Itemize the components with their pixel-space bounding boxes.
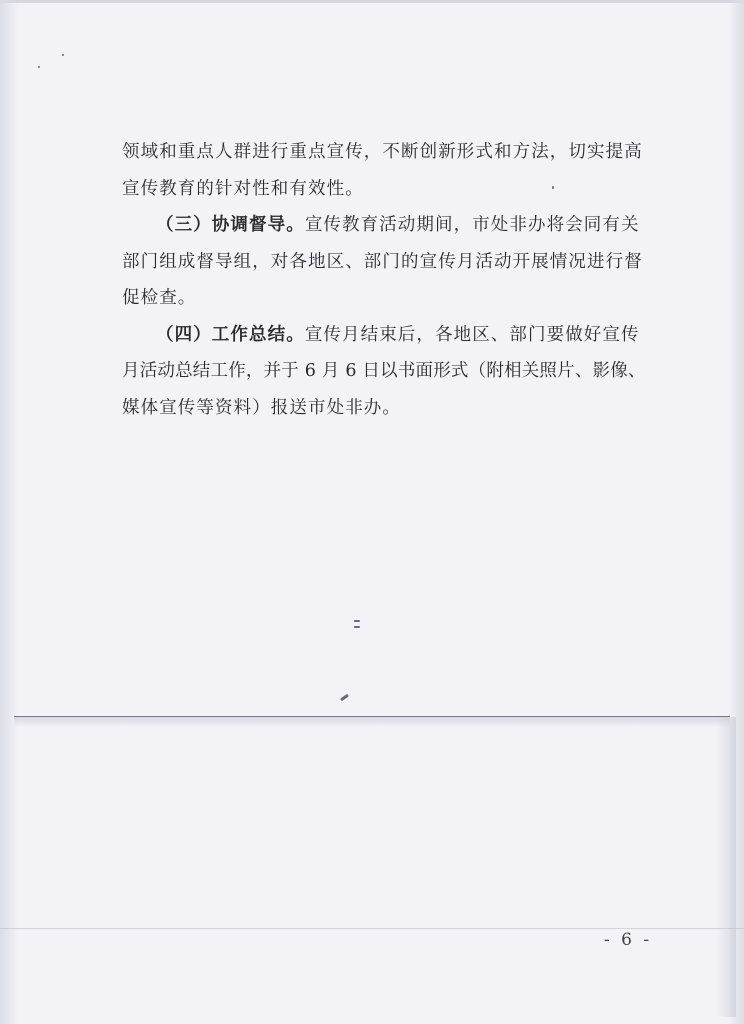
paragraph-2	[122, 207, 662, 317]
text-line: 部门组成督导组，对各地区、部门的宣传月活动开展情况进行督	[122, 251, 643, 272]
lower-sheet-edge	[716, 717, 736, 1017]
text-line: 宣传教育的针对性和有效性。	[122, 178, 364, 199]
scan-left-shadow	[0, 0, 18, 1024]
scan-speck	[62, 54, 64, 56]
text-line	[122, 317, 662, 354]
scan-speck	[354, 620, 360, 622]
text-line: 媒体宣传等资料）报送市处非办。	[122, 397, 401, 418]
document-body	[122, 134, 662, 426]
page-number: - 6 -	[604, 930, 653, 950]
text-line	[122, 207, 662, 244]
text-line: 领域和重点人群进行重点宣传，不断创新形式和方法，切实提高	[122, 142, 643, 162]
scan-bottom-band	[0, 928, 744, 929]
section-heading: （三）协调督导。	[156, 215, 305, 235]
text-line: 促检查。	[122, 288, 197, 308]
scan-speck	[38, 66, 40, 68]
scan-speck	[354, 626, 360, 628]
text-span: 宣传教育活动期间，市处非办将会同有关	[304, 215, 640, 235]
scan-top-edge	[0, 0, 744, 3]
paragraph-1	[122, 134, 662, 207]
text-span: 宣传月结束后，各地区、部门要做好宣传	[304, 324, 640, 345]
paragraph-3	[122, 317, 662, 427]
page-fold-shadow	[14, 717, 730, 727]
text-line: 月活动总结工作，并于 6 月 6 日以书面形式（附相关照片、影像、	[122, 361, 646, 381]
section-heading: （四）工作总结。	[156, 324, 305, 345]
scan-speck	[340, 694, 349, 702]
